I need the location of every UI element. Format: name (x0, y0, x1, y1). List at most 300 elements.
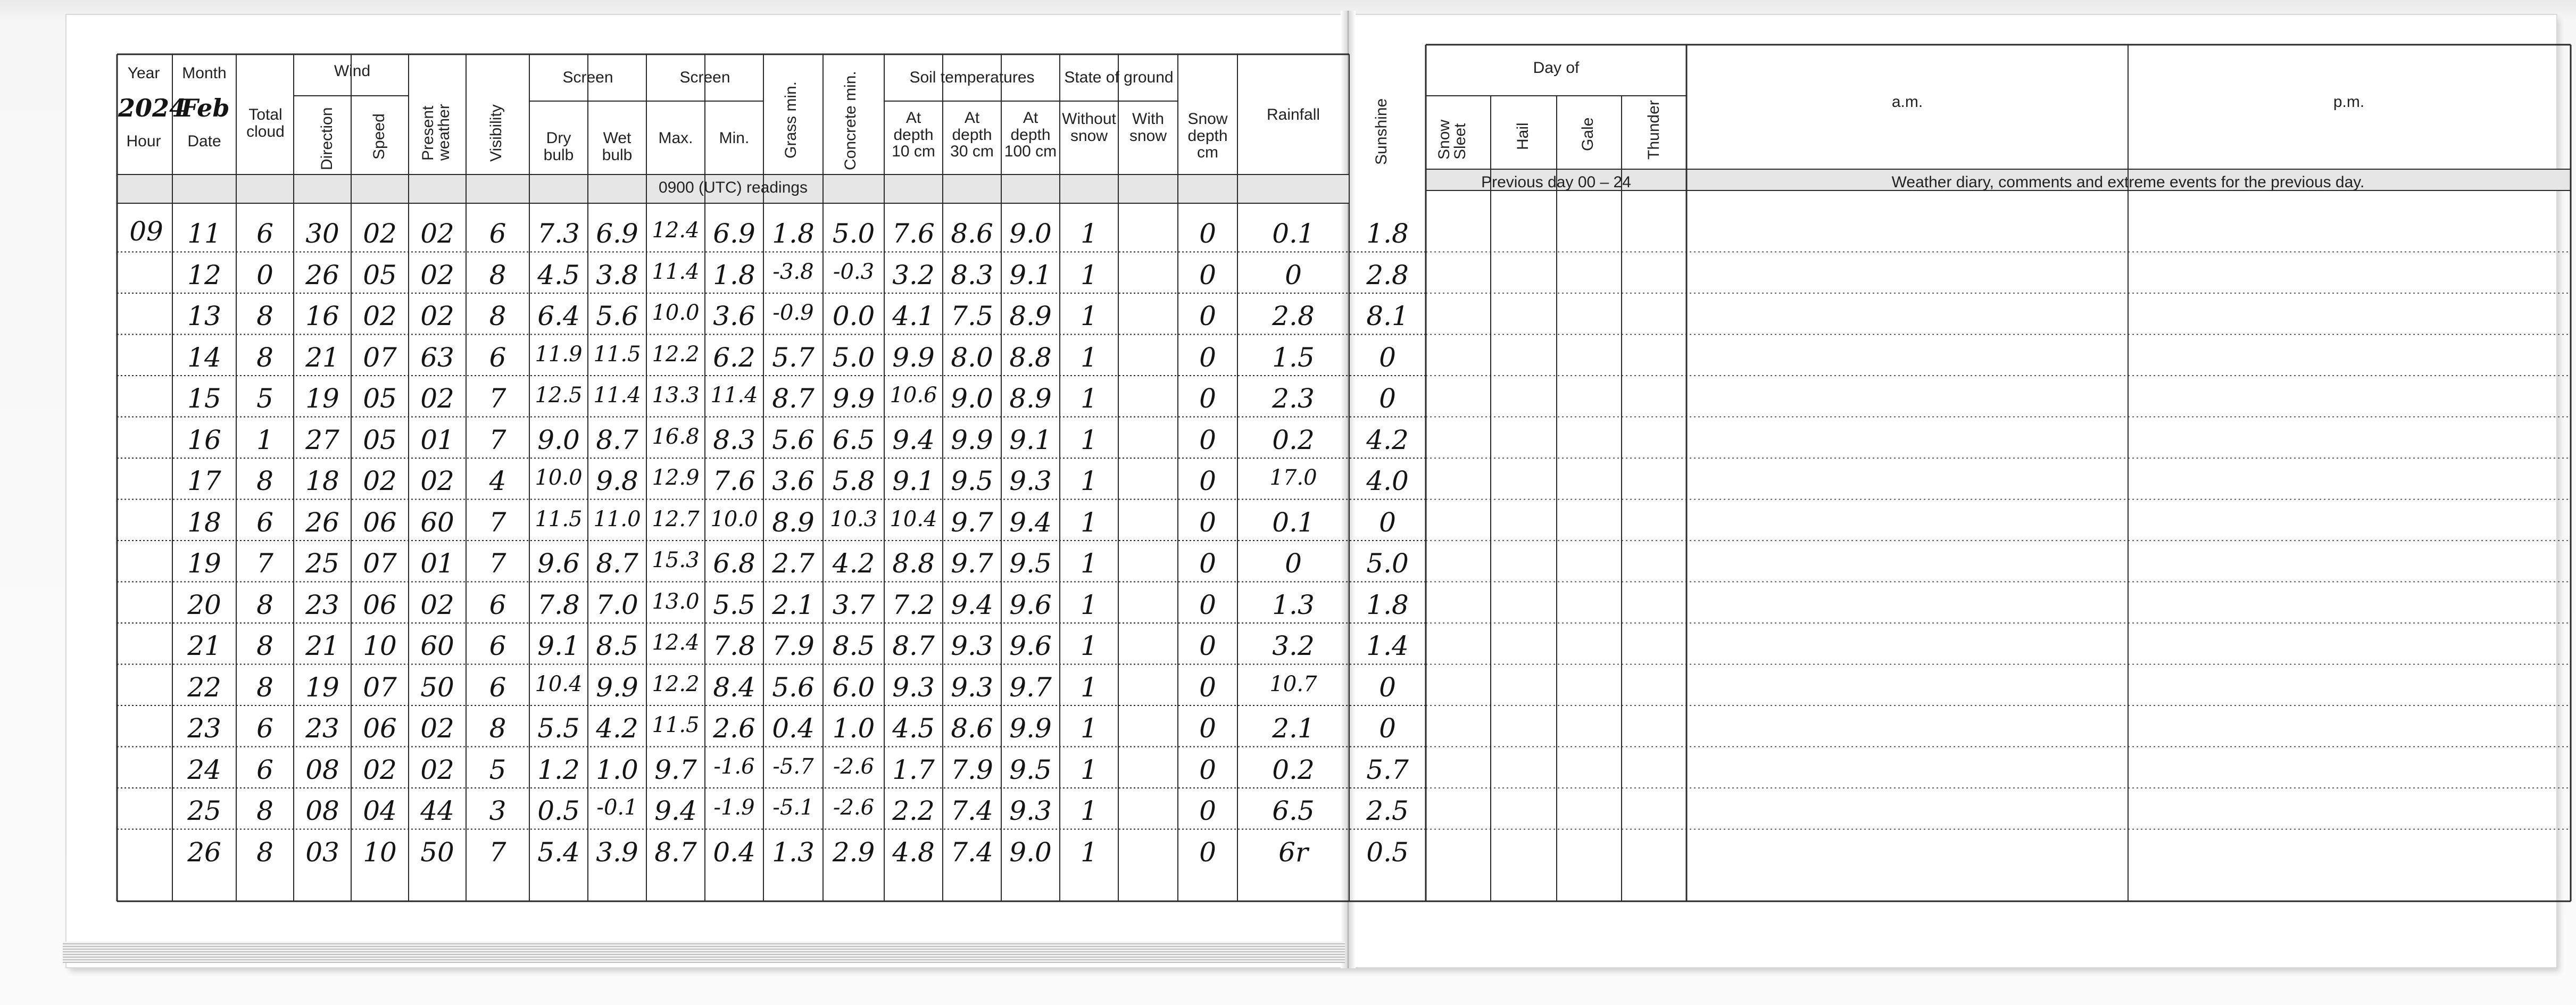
cell-pw: 02 (420, 754, 454, 785)
cell-s30: 7.5 (951, 301, 993, 331)
cell-max: 9.4 (654, 795, 697, 826)
cell-dir: 26 (305, 506, 339, 538)
cell-wet: 11.4 (593, 383, 641, 408)
cell-s30: 7.9 (951, 754, 993, 785)
cell-date: 25 (187, 795, 221, 826)
cell-max: 15.3 (652, 548, 700, 572)
depth-100-label: At depth 100 cm (1004, 109, 1057, 160)
cell-date: 16 (187, 424, 221, 455)
cell-cloud: 1 (256, 424, 273, 455)
cell-ground: 1 (1081, 218, 1098, 249)
day-of-label: Day of (1533, 59, 1580, 77)
cell-vis: 6 (489, 671, 506, 703)
cell-speed: 02 (363, 301, 397, 331)
cell-date: 18 (187, 506, 221, 538)
cell-pw: 02 (420, 713, 454, 744)
cell-concrete: 1.0 (832, 713, 875, 744)
total-cloud-label: Total cloud (246, 106, 285, 140)
cell-speed: 02 (363, 218, 397, 249)
cell-s10: 2.2 (892, 795, 935, 826)
cell-dry: 5.5 (537, 713, 580, 744)
cell-sun: 5.7 (1366, 754, 1409, 785)
cell-rain: 2.1 (1272, 713, 1315, 744)
cell-s100: 8.8 (1009, 342, 1052, 373)
cell-rain: 10.7 (1269, 671, 1317, 696)
cell-sun: 0 (1379, 713, 1396, 744)
cell-vis: 6 (489, 218, 506, 249)
cell-ground: 1 (1081, 589, 1098, 620)
cell-sun: 1.8 (1366, 218, 1409, 249)
cell-vis: 8 (489, 713, 506, 744)
cell-min: 6.2 (713, 342, 755, 373)
cell-speed: 05 (363, 383, 397, 414)
cell-cloud: 6 (256, 713, 273, 744)
cell-snow: 0 (1199, 424, 1216, 455)
cell-pw: 44 (420, 795, 454, 826)
concrete-min-label: Concrete min. (842, 71, 859, 170)
cell-s30: 8.6 (951, 713, 993, 744)
cell-concrete: 3.7 (832, 589, 875, 620)
cell-s100: 9.7 (1009, 671, 1052, 703)
cell-snow: 0 (1199, 795, 1216, 826)
cell-max: 12.9 (652, 466, 700, 490)
cell-s30: 8.3 (951, 259, 993, 290)
cell-s10: 4.8 (892, 836, 935, 868)
cell-concrete: 5.0 (832, 218, 875, 249)
cell-sun: 1.4 (1366, 630, 1409, 661)
cell-wet: -0.1 (596, 795, 638, 820)
cell-sun: 0 (1379, 671, 1396, 703)
cell-ground: 1 (1081, 754, 1098, 785)
cell-dry: 9.0 (537, 424, 580, 455)
cell-dry: 11.9 (535, 342, 583, 367)
cell-wet: 3.9 (596, 836, 638, 868)
cell-rain: 0.1 (1272, 506, 1315, 538)
cell-rain: 1.5 (1272, 342, 1315, 373)
cell-cloud: 8 (256, 795, 273, 826)
cell-speed: 06 (363, 713, 397, 744)
cell-dry: 4.5 (537, 259, 580, 290)
cell-wet: 11.5 (593, 342, 641, 367)
cell-snow: 0 (1199, 342, 1216, 373)
cell-min: 10.0 (710, 506, 758, 531)
cell-sun: 5.0 (1366, 548, 1409, 579)
cell-cloud: 8 (256, 301, 273, 331)
cell-vis: 4 (489, 466, 506, 496)
cell-ground: 1 (1081, 630, 1098, 661)
cell-grass: 8.9 (772, 506, 815, 538)
cell-dir: 16 (305, 301, 339, 331)
cell-s100: 9.4 (1009, 506, 1052, 538)
cell-rain: 17.0 (1269, 466, 1317, 490)
without-snow-label: Without snow (1062, 110, 1116, 145)
cell-max: 11.4 (652, 259, 700, 284)
cell-dir: 03 (305, 836, 339, 868)
cell-sun: 2.5 (1366, 795, 1409, 826)
cell-s10: 9.1 (892, 466, 935, 496)
cell-rain: 0.2 (1272, 754, 1315, 785)
cell-grass: 2.1 (772, 589, 815, 620)
cell-vis: 6 (489, 342, 506, 373)
cell-concrete: 0.0 (832, 301, 875, 331)
direction-label: Direction (318, 107, 336, 170)
cell-vis: 7 (489, 383, 506, 414)
cell-speed: 07 (363, 671, 397, 703)
cell-dir: 23 (305, 589, 339, 620)
cell-ground: 1 (1081, 466, 1098, 496)
cell-speed: 02 (363, 466, 397, 496)
screen-label-1: Screen (562, 69, 613, 86)
cell-max: 10.0 (652, 301, 700, 325)
cell-pw: 50 (420, 671, 454, 703)
cell-max: 13.0 (652, 589, 700, 614)
month-value: Feb (181, 94, 230, 122)
cell-rain: 0 (1285, 548, 1302, 579)
cell-dir: 21 (305, 630, 339, 661)
cell-s100: 8.9 (1009, 301, 1052, 331)
readings-band: 0900 (UTC) readings (658, 179, 808, 196)
cell-s30: 9.3 (951, 671, 993, 703)
cell-concrete: 2.9 (832, 836, 875, 868)
cell-date: 12 (187, 259, 221, 290)
cell-min: 8.4 (713, 671, 755, 703)
wet-bulb-label: Wet bulb (602, 129, 633, 164)
cell-date: 14 (187, 342, 221, 373)
max-label: Max. (658, 129, 693, 147)
cell-ground: 1 (1081, 506, 1098, 538)
cell-grass: -0.9 (772, 301, 814, 325)
cell-snow: 0 (1199, 466, 1216, 496)
cell-sun: 1.8 (1366, 589, 1409, 620)
cell-speed: 10 (363, 836, 397, 868)
cell-ground: 1 (1081, 301, 1098, 331)
cell-dry: 7.3 (537, 218, 580, 249)
cell-concrete: 5.0 (832, 342, 875, 373)
cell-wet: 8.7 (596, 424, 638, 455)
hour-label: Hour (126, 132, 161, 150)
cell-date: 15 (187, 383, 221, 414)
thunder-label: Thunder (1645, 100, 1663, 160)
cell-wet: 8.5 (596, 630, 638, 661)
cell-snow: 0 (1199, 630, 1216, 661)
cell-rain: 0.2 (1272, 424, 1315, 455)
cell-sun: 8.1 (1366, 301, 1409, 331)
cell-rain: 6r (1278, 836, 1308, 868)
cell-grass: 5.6 (772, 424, 815, 455)
cell-pw: 50 (420, 836, 454, 868)
diary-band: Weather diary, comments and extreme events for the previous day. (1891, 173, 2365, 191)
cell-s10: 7.6 (892, 218, 935, 249)
cell-date: 19 (187, 548, 221, 579)
cell-s100: 9.5 (1009, 754, 1052, 785)
cell-ground: 1 (1081, 713, 1098, 744)
cell-s10: 9.3 (892, 671, 935, 703)
cell-min: 7.8 (713, 630, 755, 661)
cell-wet: 3.8 (596, 259, 638, 290)
previous-day-band: Previous day 00 – 24 (1481, 173, 1631, 191)
cell-ground: 1 (1081, 671, 1098, 703)
cell-snow: 0 (1199, 754, 1216, 785)
cell-cloud: 8 (256, 630, 273, 661)
cell-concrete: 8.5 (832, 630, 875, 661)
sunshine-label: Sunshine (1373, 98, 1390, 165)
cell-dry: 10.0 (535, 466, 583, 490)
cell-speed: 04 (363, 795, 397, 826)
cell-pw: 02 (420, 466, 454, 496)
cell-dir: 08 (305, 754, 339, 785)
cell-sun: 4.2 (1366, 424, 1409, 455)
cell-max: 12.4 (652, 630, 700, 655)
cell-snow: 0 (1199, 218, 1216, 249)
cell-vis: 7 (489, 424, 506, 455)
cell-min: -1.9 (713, 795, 755, 820)
cell-min: 7.6 (713, 466, 755, 496)
dry-bulb-label: Dry bulb (543, 129, 574, 164)
cell-max: 12.4 (652, 218, 700, 243)
cell-date: 23 (187, 713, 221, 744)
cell-vis: 3 (489, 795, 506, 826)
cell-dry: 1.2 (537, 754, 580, 785)
cell-cloud: 8 (256, 671, 273, 703)
cell-sun: 0 (1379, 506, 1396, 538)
cell-pw: 60 (420, 506, 454, 538)
cell-dir: 21 (305, 342, 339, 373)
depth-10-label: At depth 10 cm (892, 109, 935, 160)
cell-pw: 02 (420, 383, 454, 414)
cell-speed: 06 (363, 589, 397, 620)
cell-cloud: 8 (256, 342, 273, 373)
cell-pw: 60 (420, 630, 454, 661)
cell-s30: 9.3 (951, 630, 993, 661)
cell-snow: 0 (1199, 589, 1216, 620)
cell-grass: 5.7 (772, 342, 815, 373)
cell-max: 12.7 (652, 506, 700, 531)
cell-grass: -3.8 (772, 259, 814, 284)
cell-dry: 6.4 (537, 301, 580, 331)
cell-grass: 2.7 (772, 548, 815, 579)
cell-s100: 9.1 (1009, 259, 1052, 290)
cell-snow: 0 (1199, 671, 1216, 703)
cell-rain: 2.8 (1272, 301, 1315, 331)
screen-label-2: Screen (679, 69, 730, 86)
cell-speed: 05 (363, 259, 397, 290)
cell-grass: -5.1 (772, 795, 814, 820)
cell-vis: 6 (489, 589, 506, 620)
cell-dry: 7.8 (537, 589, 580, 620)
cell-s10: 3.2 (892, 259, 935, 290)
cell-concrete: -0.3 (833, 259, 875, 284)
cell-dry: 11.5 (535, 506, 583, 531)
cell-wet: 6.9 (596, 218, 638, 249)
cell-dir: 18 (305, 466, 339, 496)
cell-speed: 05 (363, 424, 397, 455)
cell-rain: 1.3 (1272, 589, 1315, 620)
cell-s100: 8.9 (1009, 383, 1052, 414)
cell-s100: 9.0 (1009, 218, 1052, 249)
cell-s100: 9.9 (1009, 713, 1052, 744)
cell-s10: 9.9 (892, 342, 935, 373)
month-label: Month (182, 64, 227, 82)
cell-snow: 0 (1199, 383, 1216, 414)
cell-dry: 0.5 (537, 795, 580, 826)
cell-ground: 1 (1081, 383, 1098, 414)
cell-s10: 10.6 (890, 383, 937, 408)
cell-cloud: 6 (256, 754, 273, 785)
cell-dry: 12.5 (535, 383, 583, 408)
cell-s10: 8.7 (892, 630, 935, 661)
cell-s30: 9.5 (951, 466, 993, 496)
visibility-label: Visibility (487, 104, 505, 162)
cell-s30: 7.4 (951, 836, 993, 868)
cell-concrete: 4.2 (832, 548, 875, 579)
cell-dir: 19 (305, 671, 339, 703)
cell-vis: 7 (489, 506, 506, 538)
cell-ground: 1 (1081, 548, 1098, 579)
cell-s10: 10.4 (890, 506, 937, 531)
cell-speed: 07 (363, 342, 397, 373)
cell-rain: 2.3 (1272, 383, 1315, 414)
wind-label: Wind (334, 62, 371, 80)
am-label: a.m. (1891, 93, 1923, 111)
cell-date: 13 (187, 301, 221, 331)
cell-min: 1.8 (713, 259, 755, 290)
cell-concrete: 6.0 (832, 671, 875, 703)
cell-wet: 11.0 (593, 506, 641, 531)
year-value: 2024 (118, 94, 187, 122)
cell-date: 11 (187, 218, 221, 249)
cell-ground: 1 (1081, 424, 1098, 455)
cell-rain: 0.1 (1272, 218, 1315, 249)
cell-max: 12.2 (652, 671, 700, 696)
cell-dry: 10.4 (535, 671, 583, 696)
cell-s30: 9.4 (951, 589, 993, 620)
cell-rain: 3.2 (1272, 630, 1315, 661)
cell-grass: -5.7 (772, 754, 814, 779)
cell-s10: 9.4 (892, 424, 935, 455)
cell-s30: 8.0 (951, 342, 993, 373)
cell-speed: 02 (363, 754, 397, 785)
cell-sun: 0 (1379, 342, 1396, 373)
cell-pw: 02 (420, 301, 454, 331)
cell-s30: 7.4 (951, 795, 993, 826)
cell-s10: 7.2 (892, 589, 935, 620)
speed-label: Speed (370, 113, 388, 160)
cell-concrete: 9.9 (832, 383, 875, 414)
cell-cloud: 8 (256, 836, 273, 868)
cell-concrete: -2.6 (833, 795, 875, 820)
cell-grass: 3.6 (772, 466, 815, 496)
cell-snow: 0 (1199, 836, 1216, 868)
cell-date: 24 (187, 754, 221, 785)
cell-wet: 1.0 (596, 754, 638, 785)
cell-ground: 1 (1081, 795, 1098, 826)
cell-vis: 8 (489, 259, 506, 290)
present-weather-label: Present weather (419, 104, 453, 161)
cell-pw: 01 (420, 548, 454, 579)
cell-vis: 7 (489, 548, 506, 579)
cell-s100: 9.1 (1009, 424, 1052, 455)
snow-sleet-label: Snow Sleet (1435, 119, 1469, 160)
cell-snow: 0 (1199, 713, 1216, 744)
min-label: Min. (719, 129, 750, 147)
cell-max: 16.8 (652, 424, 700, 449)
cell-max: 13.3 (652, 383, 700, 408)
cell-cloud: 8 (256, 466, 273, 496)
cell-s10: 8.8 (892, 548, 935, 579)
cell-wet: 4.2 (596, 713, 638, 744)
cell-date: 20 (187, 589, 221, 620)
cell-snow: 0 (1199, 259, 1216, 290)
cell-s100: 9.5 (1009, 548, 1052, 579)
cell-max: 9.7 (654, 754, 697, 785)
cell-dir: 27 (305, 424, 339, 455)
cell-sun: 0 (1379, 383, 1396, 414)
cell-speed: 06 (363, 506, 397, 538)
cell-vis: 7 (489, 836, 506, 868)
cell-grass: 5.6 (772, 671, 815, 703)
cell-date: 22 (187, 671, 221, 703)
cell-ground: 1 (1081, 259, 1098, 290)
cell-s100: 9.6 (1009, 630, 1052, 661)
cell-max: 11.5 (652, 713, 700, 737)
cell-cloud: 6 (256, 218, 273, 249)
cell-rain: 0 (1285, 259, 1302, 290)
cell-dir: 23 (305, 713, 339, 744)
cell-s30: 9.7 (951, 548, 993, 579)
cell-date: 17 (187, 466, 221, 496)
cell-min: 3.6 (713, 301, 755, 331)
cell-dir: 26 (305, 259, 339, 290)
cell-vis: 8 (489, 301, 506, 331)
cell-ground: 1 (1081, 836, 1098, 868)
cell-s10: 4.5 (892, 713, 935, 744)
cell-snow: 0 (1199, 301, 1216, 331)
cell-vis: 6 (489, 630, 506, 661)
cell-date: 26 (187, 836, 221, 868)
cell-snow: 0 (1199, 548, 1216, 579)
cell-wet: 7.0 (596, 589, 638, 620)
gale-label: Gale (1579, 117, 1597, 151)
cell-concrete: 6.5 (832, 424, 875, 455)
cell-cloud: 8 (256, 589, 273, 620)
cell-speed: 07 (363, 548, 397, 579)
cell-vis: 5 (489, 754, 506, 785)
cell-dir: 30 (305, 218, 339, 249)
cell-s100: 9.3 (1009, 795, 1052, 826)
cell-min: 0.4 (713, 836, 755, 868)
cell-cloud: 7 (256, 548, 273, 579)
snow-depth-label: Snow depth cm (1187, 110, 1228, 161)
cell-pw: 01 (420, 424, 454, 455)
cell-s100: 9.0 (1009, 836, 1052, 868)
cell-s100: 9.6 (1009, 589, 1052, 620)
cell-grass: 8.7 (772, 383, 815, 414)
cell-grass: 0.4 (772, 713, 815, 744)
cell-pw: 63 (420, 342, 454, 373)
hour-value: 09 (129, 216, 163, 247)
cell-cloud: 0 (256, 259, 273, 290)
cell-cloud: 5 (256, 383, 273, 414)
cell-min: 6.8 (713, 548, 755, 579)
cell-wet: 9.8 (596, 466, 638, 496)
cell-sun: 2.8 (1366, 259, 1409, 290)
cell-pw: 02 (420, 259, 454, 290)
cell-pw: 02 (420, 218, 454, 249)
cell-dry: 9.1 (537, 630, 580, 661)
cell-dry: 5.4 (537, 836, 580, 868)
cell-s10: 4.1 (892, 301, 935, 331)
cell-concrete: 5.8 (832, 466, 875, 496)
